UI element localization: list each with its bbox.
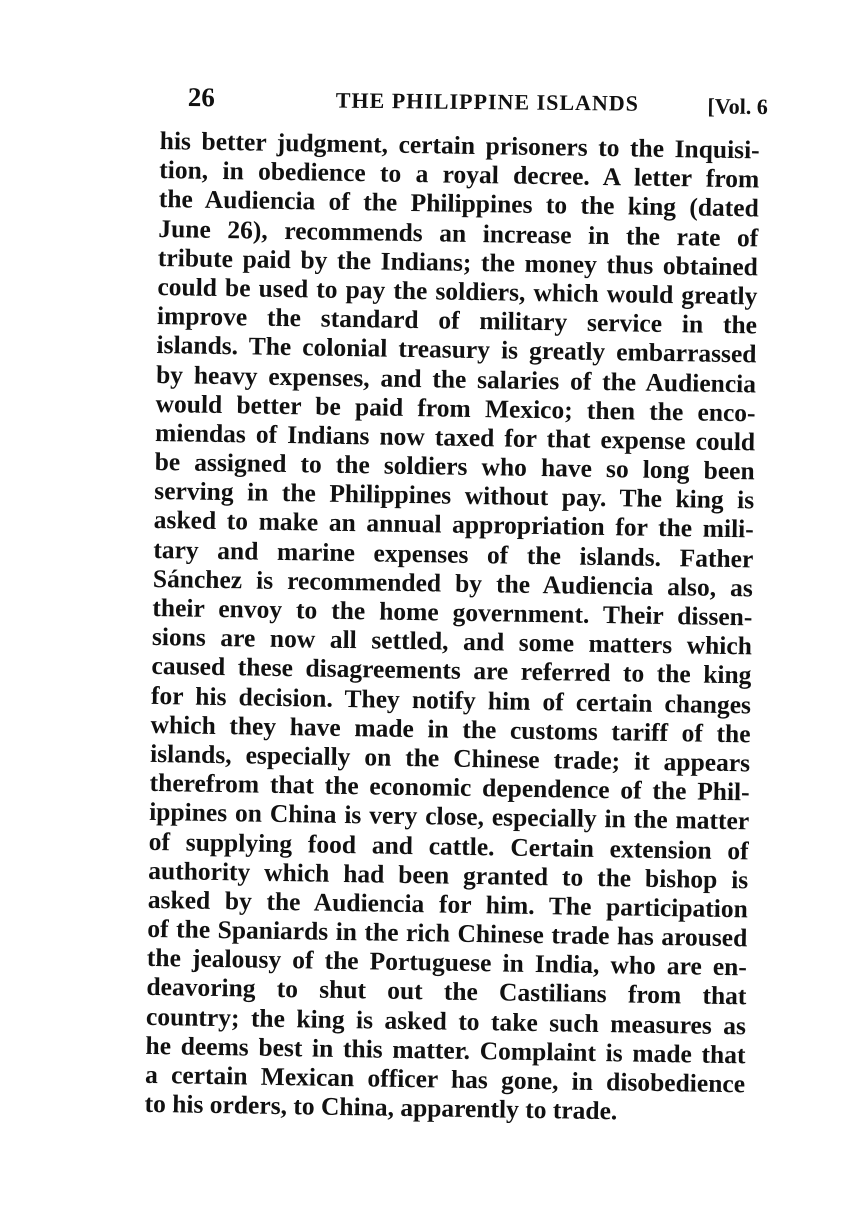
- text-line: the Audiencia of the Philippines to the king (dated: [158, 184, 760, 223]
- text-line: by heavy expenses, and the salaries of the Audiencia: [155, 359, 757, 398]
- text-line: deavoring to shut out the Castilians from that: [146, 972, 747, 1011]
- text-line: asked by the Audiencia for him. The participation: [147, 884, 749, 924]
- text-line: a certain Mexican officer has gone, in disobedience: [144, 1059, 746, 1099]
- text-line: June 26), recommends an increase in the rate of: [158, 213, 759, 252]
- text-line: Sánchez is recommended by the Audiencia also, as: [152, 563, 754, 603]
- text-line: could be used to pay the soldiers, which would greatly: [157, 271, 758, 311]
- page-number: 26: [187, 82, 215, 113]
- text-line: asked to make an annual appropriation for the mili-: [153, 505, 754, 544]
- text-line: islands, especially on the Chinese trade; it appears: [149, 738, 751, 778]
- text-line: serving in the Philippines without pay. The king is: [154, 476, 755, 515]
- text-line: his better judgment, certain prisoners to the Inquisi-: [159, 126, 760, 165]
- text-line: islands. The colonial treasury is greatly embarrassed: [156, 330, 757, 369]
- text-line: tary and marine expenses of the islands. Father: [153, 534, 754, 573]
- text-line: their envoy to the home government. Their dissen-: [152, 592, 753, 632]
- text-line: of supplying food and cattle. Certain extension of: [148, 826, 749, 865]
- text-line: miendas of Indians now taxed for that expense could: [154, 417, 756, 457]
- text-line: authority which had been granted to the bishop is: [148, 855, 749, 895]
- text-line: ippines on China is very close, especially in the matter: [148, 797, 750, 836]
- running-title: THE PHILIPPINE ISLANDS: [335, 87, 640, 116]
- text-line: tribute paid by the Indians; the money thus obtained: [157, 242, 759, 282]
- text-line: would better be paid from Mexico; then the enco-: [155, 388, 756, 428]
- text-line: caused these disagreements are referred to the king: [151, 651, 752, 690]
- text-line: the jealousy of the Portuguese in India, who are en-: [146, 943, 748, 982]
- text-line: for his decision. They notify him of certain changes: [150, 680, 752, 719]
- text-line: improve the standard of military service in the: [156, 301, 758, 340]
- text-line: be assigned to the soldiers who have so long been: [154, 447, 755, 486]
- text-line: he deems best in this matter. Complaint is made that: [145, 1030, 746, 1070]
- text-line: therefrom that the economic dependence of the Phil-: [149, 768, 750, 807]
- text-line: tion, in obedience to a royal decree. A letter from: [159, 155, 760, 194]
- running-head: [188, 82, 768, 124]
- text-line: to his orders, to China, apparently to trade.: [144, 1089, 618, 1126]
- text-line: of the Spaniards in the rich Chinese trade has aroused: [147, 913, 748, 953]
- volume-label: [Vol. 6: [707, 93, 768, 120]
- text-line: sions are now all settled, and some matters which: [151, 622, 753, 661]
- text-line: country; the king is asked to take such measures as: [145, 1001, 747, 1040]
- body-text: [144, 126, 760, 1128]
- text-line: which they have made in the customs tariff of the: [150, 709, 751, 749]
